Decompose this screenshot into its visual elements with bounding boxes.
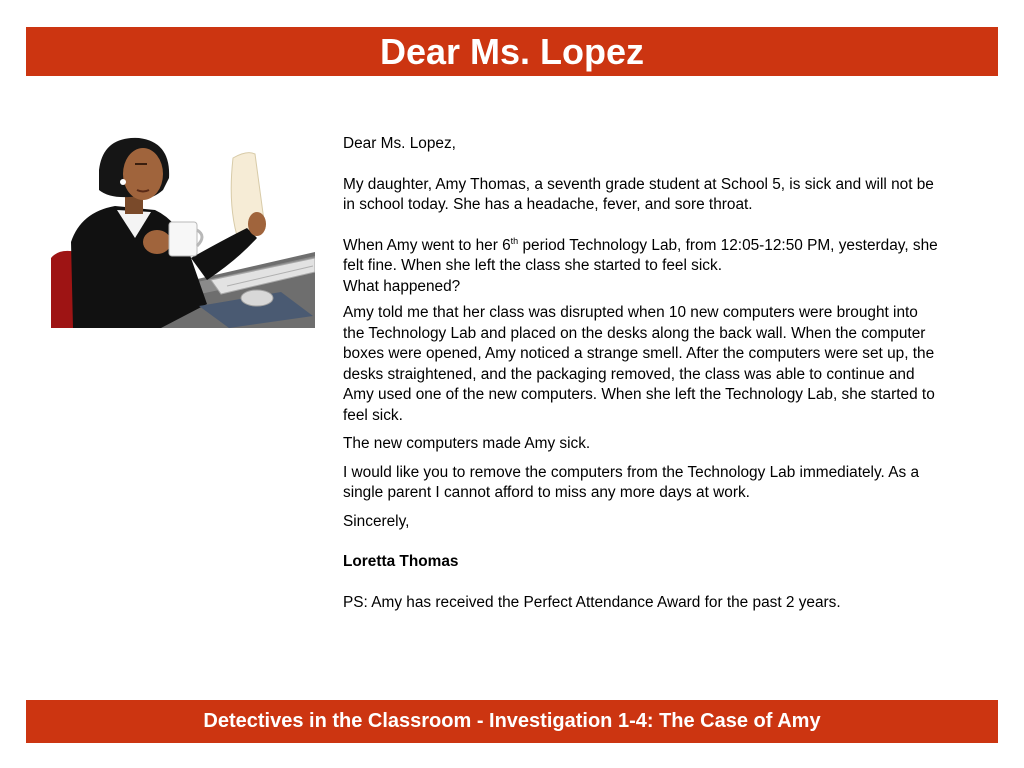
paragraph-2-rest: period Technology Lab, from 12:05-12:50 PM, yesterday, she felt fine. When she left the class she started to feel sick. [343,236,938,274]
woman-reading-letter-icon [51,130,315,328]
footer-banner: Detectives in the Classroom - Investigation 1-4: The Case of Amy [26,700,998,743]
letter-paragraph-1: My daughter, Amy Thomas, a seventh grade student at School 5, is sick and will not be in school today. She has a headache, fever, and sore throat. [343,175,934,213]
letter-paragraph-4: The new computers made Amy sick. [343,435,591,452]
page-title: Dear Ms. Lopez [26,27,998,76]
letter-paragraph-2 [343,236,943,298]
paragraph-2-question: What happened? [343,277,461,295]
letter-postscript: PS: Amy has received the Perfect Attendance Award for the past 2 years. [343,593,841,611]
ordinal-suffix: th [510,235,519,246]
letter-body [343,134,943,613]
letter-salutation: Dear Ms. Lopez, [343,135,456,152]
letter-closing: Sincerely, [343,512,410,530]
paragraph-2-lead: When Amy went to her 6 [343,236,511,254]
letter-signature: Loretta Thomas [343,553,459,570]
letter-paragraph-3: Amy told me that her class was disrupted when 10 new computers were brought into the Technology Lab and placed on the desks along the back wall. When the computer boxes were opened, Amy noticed a strange smell. After the computers were set up, the desks straightened, and the packaging removed, the class was able to continue and Amy used one of the new computers. When she left the Technology Lab, she started to feel sick. [343,304,935,424]
letter-paragraph-5: I would like you to remove the computers from the Technology Lab immediately. As a single parent I cannot afford to miss any more days at work. [343,463,920,501]
